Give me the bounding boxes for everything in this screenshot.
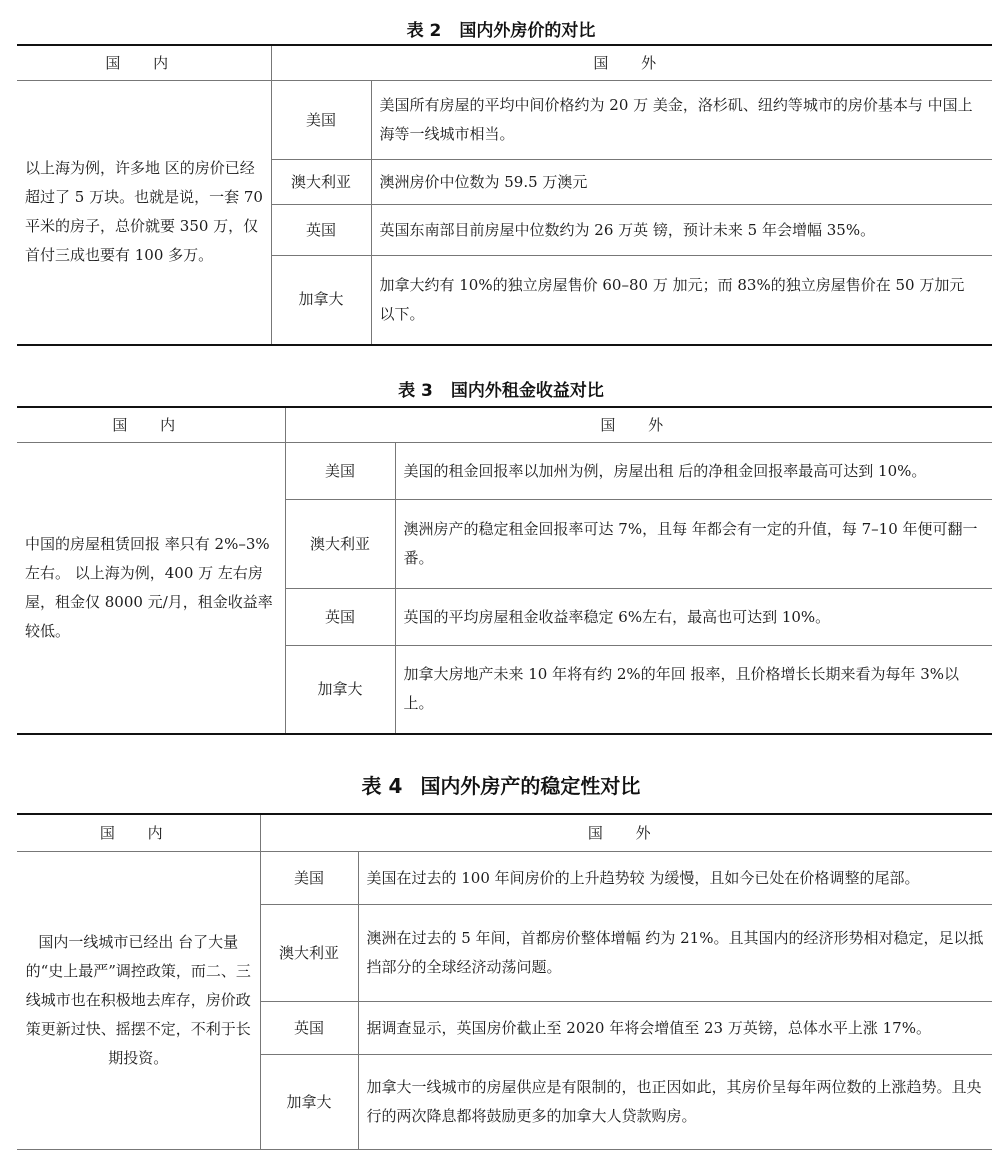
table2-caption-title: 国内外房价的对比	[459, 21, 596, 41]
table4-country-australia: 澳大利亚	[260, 905, 358, 1002]
table4-desc-uk: 据调查显示，英国房价截止至 2020 年将会增值至 23 万英镑，总体水平上涨 17%。	[358, 1002, 992, 1055]
table2-header-row	[17, 45, 992, 81]
table3-caption-title: 国内外租金收益对比	[450, 381, 604, 401]
table4-caption-title: 国内外房产的稳定性对比	[420, 774, 641, 798]
table4-header-row	[17, 814, 992, 852]
table3	[17, 406, 992, 735]
table3-country-uk: 英国	[285, 589, 395, 646]
table4-desc-canada: 加拿大一线城市的房屋供应是有限制的，也正因如此，其房价呈每年两位数的上涨趋势。且央行的两次降息都将鼓励更多的加拿大人贷款购房。	[358, 1055, 992, 1150]
table4-desc-usa: 美国在过去的 100 年间房价的上升趋势较 为缓慢，且如今已处在价格调整的尾部。	[358, 852, 992, 905]
table2-country-canada: 加拿大	[271, 256, 371, 345]
table3-header-domestic: 国 内	[17, 407, 285, 443]
table4-domestic-cell: 国内一线城市已经出 台了大量的“史上最严”调控政策，而二、三线城市也在积极地去库存，房价政策更新过快、摇摆不定，不利于长期投资。	[17, 852, 260, 1150]
table-row	[17, 81, 992, 160]
table3-country-canada: 加拿大	[285, 646, 395, 734]
table2-header-foreign: 国 外	[271, 45, 992, 81]
table2-desc-usa: 美国所有房屋的平均中间价格约为 20 万 美金，洛杉矶、纽约等城市的房价基本与 中国上海等一线城市相当。	[371, 81, 992, 160]
table3-header-foreign: 国 外	[285, 407, 992, 443]
table2-caption-number: 表 2	[406, 21, 442, 41]
table2-domestic-cell: 以上海为例，许多地 区的房价已经超过了 5 万块。也就是说，一套 70 平米的房子，总价就要 350 万，仅首付三成也要有 100 多万。	[17, 81, 271, 345]
table2-country-usa: 美国	[271, 81, 371, 160]
table4-caption	[0, 770, 1002, 799]
table2	[17, 44, 992, 346]
table3-desc-canada: 加拿大房地产未来 10 年将有约 2%的年回 报率，且价格增长长期来看为每年 3%以上。	[395, 646, 992, 734]
table3-desc-uk: 英国的平均房屋租金收益率稳定 6%左右，最高也可达到 10%。	[395, 589, 992, 646]
table2-desc-uk: 英国东南部目前房屋中位数约为 26 万英 镑，预计未来 5 年会增幅 35%。	[371, 205, 992, 256]
table3-country-australia: 澳大利亚	[285, 500, 395, 589]
table3-desc-australia: 澳洲房产的稳定租金回报率可达 7%，且每 年都会有一定的升值，每 7–10 年便可翻一番。	[395, 500, 992, 589]
table3-desc-usa: 美国的租金回报率以加州为例，房屋出租 后的净租金回报率最高可达到 10%。	[395, 443, 992, 500]
table4-country-canada: 加拿大	[260, 1055, 358, 1150]
table-row	[17, 852, 992, 905]
table3-caption	[0, 376, 1002, 401]
table2-country-australia: 澳大利亚	[271, 160, 371, 205]
table4	[17, 813, 992, 1150]
table4-caption-number: 表 4	[361, 774, 403, 798]
table2-desc-australia: 澳洲房价中位数为 59.5 万澳元	[371, 160, 992, 205]
table4-country-usa: 美国	[260, 852, 358, 905]
table3-domestic-cell: 中国的房屋租赁回报 率只有 2%–3%左右。 以上海为例，400 万 左右房屋，租金仅 8000 元/月，租金收益率较低。	[17, 443, 285, 734]
table3-caption-number: 表 3	[398, 381, 433, 401]
table4-desc-australia: 澳洲在过去的 5 年间，首都房价整体增幅 约为 21%。且其国内的经济形势相对稳定，足以抵挡部分的全球经济动荡问题。	[358, 905, 992, 1002]
table2-caption	[0, 16, 1002, 41]
table2-desc-canada: 加拿大约有 10%的独立房屋售价 60–80 万 加元；而 83%的独立房屋售价在 50 万加元 以下。	[371, 256, 992, 345]
table4-header-foreign: 国 外	[260, 814, 992, 852]
table3-country-usa: 美国	[285, 443, 395, 500]
table4-country-uk: 英国	[260, 1002, 358, 1055]
table4-header-domestic: 国 内	[17, 814, 260, 852]
table2-country-uk: 英国	[271, 205, 371, 256]
table2-header-domestic: 国 内	[17, 45, 271, 81]
table-row	[17, 443, 992, 500]
table3-header-row	[17, 407, 992, 443]
